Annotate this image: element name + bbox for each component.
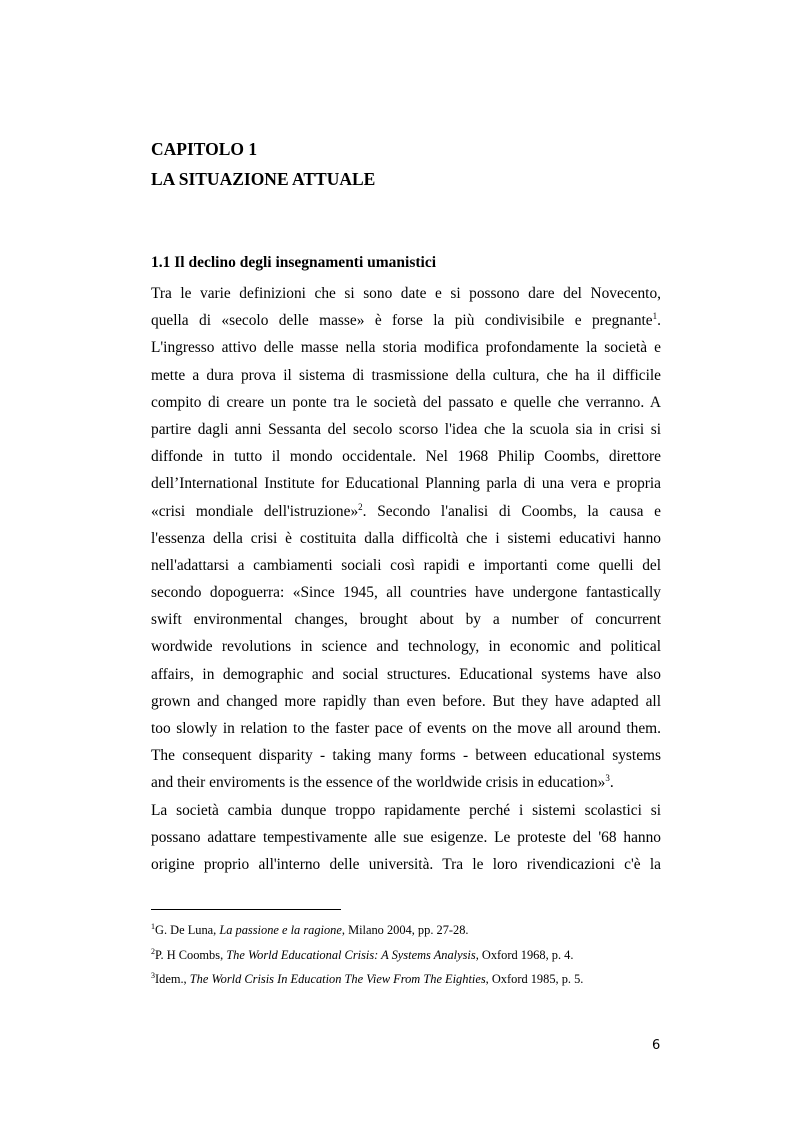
chapter-number: CAPITOLO 1 [151, 139, 258, 159]
text-line: secondo dopoguerra: «Since 1945, all countries have undergone fantastically [151, 584, 661, 602]
footnote: $^1$G. De Luna, La passione e la ragione, Milano 2004, pp. 27-28. [151, 921, 469, 937]
text-line: La società cambia dunque troppo rapidamente perché i sistemi scolastici si [151, 801, 661, 819]
text-line: L'ingresso attivo delle masse nella storia modifica profondamente la società e [151, 339, 661, 357]
text-line: nell'adattarsi a cambiamenti sociali così rapidi e importanti come quelli del [151, 556, 661, 574]
text-line: diffonde in tutto il mondo occidentale. Nel 1968 Philip Coombs, direttore [151, 448, 661, 466]
text-line: swift environmental changes, brought about by a number of concurrent [151, 611, 661, 629]
text-line: The consequent disparity - taking many forms - between educational systems [151, 747, 661, 765]
text-line: l'essenza della crisi è costituita dalla difficoltà che i sistemi educativi hanno [151, 529, 661, 547]
footnote: $^3$Idem., The World Crisis In Education The View From The Eighties, Oxford 1985, p. 5. [151, 970, 584, 986]
footnote-ref[interactable]: 2 [358, 501, 363, 512]
text-line: origine proprio all'interno delle università. Tra le loro rivendicazioni c'è la [151, 855, 661, 873]
footnotes [151, 918, 583, 992]
body-text [151, 280, 661, 878]
text-line: affairs, in demographic and social structures. Educational systems have also [151, 665, 661, 683]
footnote-ref[interactable]: 3 [605, 773, 610, 784]
text-line: dell’International Institute for Educational Planning parla di una vera e propria [151, 475, 661, 493]
section-heading: 1.1 Il declino degli insegnamenti umanistici [151, 254, 437, 271]
text-line: wordwide revolutions in science and technology, in economic and political [151, 638, 661, 656]
footnote-ref[interactable]: 1 [652, 311, 658, 322]
footnote-separator [151, 909, 341, 910]
text-line: partire dagli anni Sessanta del secolo scorso l'idea che la scuola sia in crisi si [151, 420, 661, 438]
text-line: quella di «secolo delle masse» è forse la più condivisibile e pregnante$^1$. [151, 311, 661, 330]
page-number: 6 [652, 1038, 661, 1053]
chapter-title: LA SITUAZIONE ATTUALE [151, 169, 376, 189]
text-line: too slowly in relation to the faster pace of events on the move all around them. [151, 720, 661, 737]
footnote: $^2$P. H Coombs, The World Educational Crisis: A Systems Analysis, Oxford 1968, p. 4. [151, 946, 574, 962]
text-line: «crisi mondiale dell'istruzione»$^2$. Secondo l'analisi di Coombs, la causa e [151, 501, 661, 520]
text-line: and their enviroments is the essence of the worldwide crisis in education»$^3$. [151, 773, 614, 792]
text-line: grown and changed more rapidly than even before. But they have adapted all [151, 692, 661, 710]
text-line: compito di creare un ponte tra le società del passato e quelle che verranno. A [151, 393, 661, 411]
chapter-heading [151, 134, 375, 194]
text-line: mette a dura prova il sistema di trasmissione della cultura, che ha il difficile [151, 366, 661, 384]
text-line: Tra le varie definizioni che si sono date e si possono dare del Novecento, [151, 285, 661, 302]
text-line: possano adattare tempestivamente alle sue esigenze. Le proteste del '68 hanno [151, 828, 661, 846]
